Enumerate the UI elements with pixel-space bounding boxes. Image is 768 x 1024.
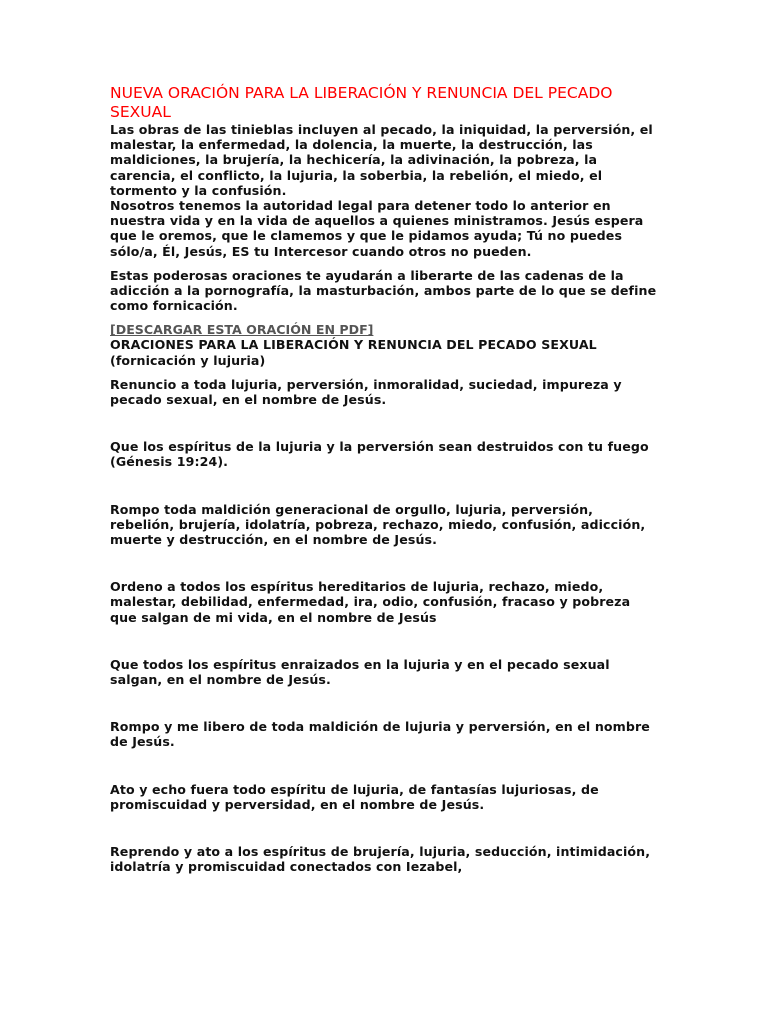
spacer bbox=[110, 750, 668, 782]
spacer bbox=[110, 547, 668, 579]
spacer bbox=[110, 625, 668, 657]
prayer-paragraph: Rompo toda maldición generacional de orgullo, lujuria, perversión, rebelión, brujería, idolatría, pobreza, rechazo, miedo, confusión, adicción, muerte y destrucción, en el nombre de Jesús. bbox=[110, 501, 646, 548]
section-heading: ORACIONES PARA LA LIBERACIÓN Y RENUNCIA DEL PECADO SEXUAL (fornicación y lujuria) bbox=[110, 337, 597, 368]
spacer bbox=[110, 259, 668, 268]
spacer bbox=[110, 407, 668, 439]
prayer-paragraph: Que todos los espíritus enraizados en la lujuria y en el pecado sexual salgan, en el nombre de Jesús. bbox=[110, 656, 610, 688]
download-pdf-link[interactable]: [DESCARGAR ESTA ORACIÓN EN PDF] bbox=[110, 322, 374, 338]
intro-paragraph-1: Las obras de las tinieblas incluyen al pecado, la iniquidad, la perversión, el malestar, la enfermedad, la dolencia, la muerte, la destrucción, las maldiciones, la brujería, la hechicería, la adivinación, la pobreza, la carencia, el conflicto, la lujuria, la soberbia, la rebelión, el miedo, el tormento y la confusión. bbox=[110, 122, 653, 198]
intro-paragraph-3: Estas poderosas oraciones te ayudarán a liberarte de las cadenas de la adicción a la pornografía, la masturbación, ambos parte de lo que se define como fornicación. bbox=[110, 267, 657, 314]
spacer bbox=[110, 812, 668, 844]
spacer bbox=[110, 368, 668, 377]
intro-paragraph-2: Nosotros tenemos la autoridad legal para detener todo lo anterior en nuestra vida y en la vida de aquellos a quienes ministramos. Jesús espera que le oremos, que le clamemos y que le pidamos ayuda; Tú no puedes sólo/a, Él, Jesús, ES tu Intercesor cuando otros no pueden. bbox=[110, 198, 644, 259]
prayer-paragraph: Rompo y me libero de toda maldición de lujuria y perversión, en el nombre de Jesús. bbox=[110, 719, 650, 750]
prayer-paragraph: Que los espíritus de la lujuria y la perversión sean destruidos con tu fuego (Génesis 19:24). bbox=[110, 439, 649, 470]
document-title: NUEVA ORACIÓN PARA LA LIBERACIÓN Y RENUNCIA DEL PECADO SEXUAL bbox=[110, 84, 613, 121]
spacer bbox=[110, 687, 668, 719]
prayer-paragraph: Ato y echo fuera todo espíritu de lujuria, de fantasías lujuriosas, de promiscuidad y perversidad, en el nombre de Jesús. bbox=[110, 781, 599, 812]
prayer-paragraph: Reprendo y ato a los espíritus de brujería, lujuria, seducción, intimidación, idolatría y promiscuidad conectados con Iezabel, bbox=[110, 844, 651, 875]
spacer bbox=[110, 470, 668, 502]
prayer-paragraph: Renuncio a toda lujuria, perversión, inmoralidad, suciedad, impureza y pecado sexual, en el nombre de Jesús. bbox=[110, 376, 622, 408]
prayer-paragraph: Ordeno a todos los espíritus hereditarios de lujuria, rechazo, miedo, malestar, debilidad, enfermedad, ira, odio, confusión, fracaso y pobreza que salgan de mi vida, en el nombre de Jesús bbox=[110, 579, 631, 625]
